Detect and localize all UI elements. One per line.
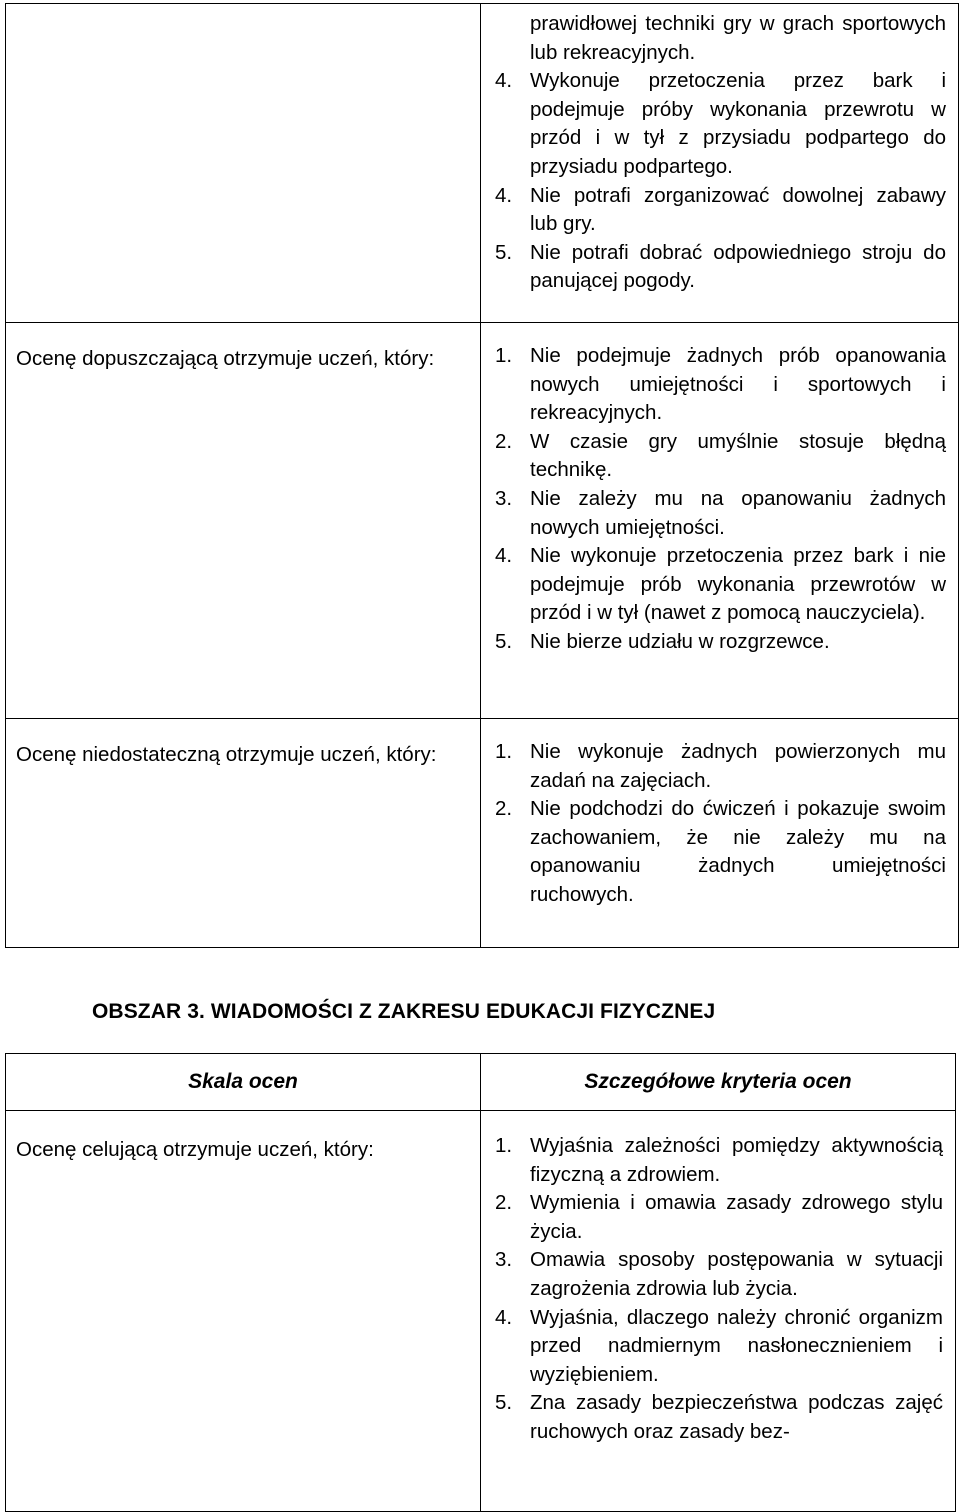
criteria-text: Nie potrafi dobrać odpowiedniego stroju do panującej pogody. (530, 240, 946, 293)
criteria-text: Wyjaśnia zależności pomiędzy aktywnością fizyczną a zdrowiem. (530, 1134, 943, 1186)
criteria-text: Nie wykonuje przetoczenia przez bark i nie podejmuje prób wykonania przewrotów w przód i w tył (nawet z pomocą nauczyciela). (530, 544, 946, 625)
criteria-list (481, 719, 958, 924)
grade-scale-label: Ocenę niedostateczną otrzymuje uczeń, który: (16, 743, 437, 766)
column-header-scale: Skala ocen (6, 1054, 481, 1111)
criteria-item (495, 738, 946, 795)
table-header-row (6, 1054, 956, 1111)
table-row (6, 1111, 956, 1512)
criteria-text: Wykonuje przetoczenia przez bark i podejmuje próby wykonania przewrotu w przód i w tył z przysiadu podpartego do przysiadu podpartego. (530, 69, 946, 178)
grade-scale-label: Ocenę dopuszczającą otrzymuje uczeń, który: (16, 347, 435, 370)
criteria-text: Nie podejmuje żadnych prób opanowania nowych umiejętności i sportowych i rekreacyjnych. (530, 344, 946, 425)
criteria-text: Nie zależy mu na opanowaniu żadnych nowych umiejętności. (530, 486, 946, 539)
criteria-number: 2. (495, 797, 513, 821)
criteria-item (495, 428, 946, 485)
criteria-item (495, 1246, 943, 1303)
grade-scale-label (6, 4, 480, 26)
criteria-number: 1. (495, 344, 513, 367)
criteria-list (481, 4, 958, 310)
grade-scale-cell (6, 4, 481, 323)
criteria-item (495, 485, 946, 542)
criteria-text: prawidłowej techniki gry w grach sportowych lub rekreacyjnych. (530, 12, 946, 64)
criteria-text: Nie wykonuje żadnych powierzonych mu zadań na zajęciach. (530, 740, 946, 792)
assessment-table-area-2 (5, 3, 959, 948)
criteria-number: 4. (495, 69, 513, 93)
criteria-item (495, 795, 946, 909)
criteria-number: 5. (495, 629, 513, 653)
table-row (6, 719, 959, 948)
criteria-item (495, 628, 946, 657)
criteria-number: 5. (495, 1391, 513, 1415)
criteria-text: W czasie gry umyślnie stosuje błędną technikę. (530, 429, 946, 482)
assessment-table-area-3 (5, 1053, 956, 1512)
criteria-item (495, 182, 946, 239)
criteria-number: 3. (495, 1248, 513, 1272)
table-row (6, 323, 959, 719)
criteria-text: Zna zasady bezpieczeństwa podczas zajęć ruchowych oraz zasady bez- (530, 1391, 943, 1443)
criteria-cell (481, 1111, 956, 1512)
criteria-item (495, 10, 946, 67)
criteria-text: Nie potrafi zorganizować dowolnej zabawy lub gry. (530, 183, 946, 236)
criteria-text: Nie bierze udziału w rozgrzewce. (530, 629, 830, 653)
criteria-text: Omawia sposoby postępowania w sytuacji zagrożenia zdrowia lub życia. (530, 1248, 943, 1300)
criteria-number: 1. (495, 740, 513, 763)
criteria-item (495, 542, 946, 628)
grade-scale-cell (6, 1111, 481, 1512)
criteria-number: 1. (495, 1134, 513, 1157)
criteria-number: 4. (495, 1305, 513, 1329)
column-header-criteria: Szczegółowe kryteria ocen (481, 1054, 956, 1111)
table-row (6, 4, 959, 323)
criteria-number: 5. (495, 240, 513, 264)
criteria-item (495, 1132, 943, 1189)
grade-scale-cell (6, 323, 481, 719)
criteria-text: Wyjaśnia, dlaczego należy chronić organizm przed nadmiernym nasłonecznieniem i wyziębieniem. (530, 1305, 943, 1386)
criteria-list (481, 323, 958, 671)
grade-scale-label: Ocenę celującą otrzymuje uczeń, który: (16, 1138, 374, 1161)
criteria-item (495, 342, 946, 428)
criteria-number: 3. (495, 486, 513, 510)
criteria-item (495, 1189, 943, 1246)
criteria-text: Wymienia i omawia zasady zdrowego stylu życia. (530, 1191, 943, 1243)
criteria-number: 2. (495, 1191, 513, 1215)
criteria-number: 4. (495, 183, 513, 207)
criteria-cell (481, 4, 959, 323)
criteria-item (495, 1389, 943, 1446)
criteria-item (495, 67, 946, 181)
grade-scale-cell (6, 719, 481, 948)
criteria-item (495, 239, 946, 296)
criteria-list (481, 1111, 955, 1461)
section-heading: OBSZAR 3. WIADOMOŚCI Z ZAKRESU EDUKACJI FIZYCZNEJ (92, 1000, 716, 1023)
criteria-number: 4. (495, 544, 513, 568)
criteria-cell (481, 719, 959, 948)
criteria-item (495, 1304, 943, 1390)
criteria-number: 2. (495, 429, 513, 453)
criteria-cell (481, 323, 959, 719)
criteria-text: Nie podchodzi do ćwiczeń i pokazuje swoim zachowaniem, że nie zależy mu na opanowaniu żadnych umiejętności ruchowych. (530, 797, 946, 906)
